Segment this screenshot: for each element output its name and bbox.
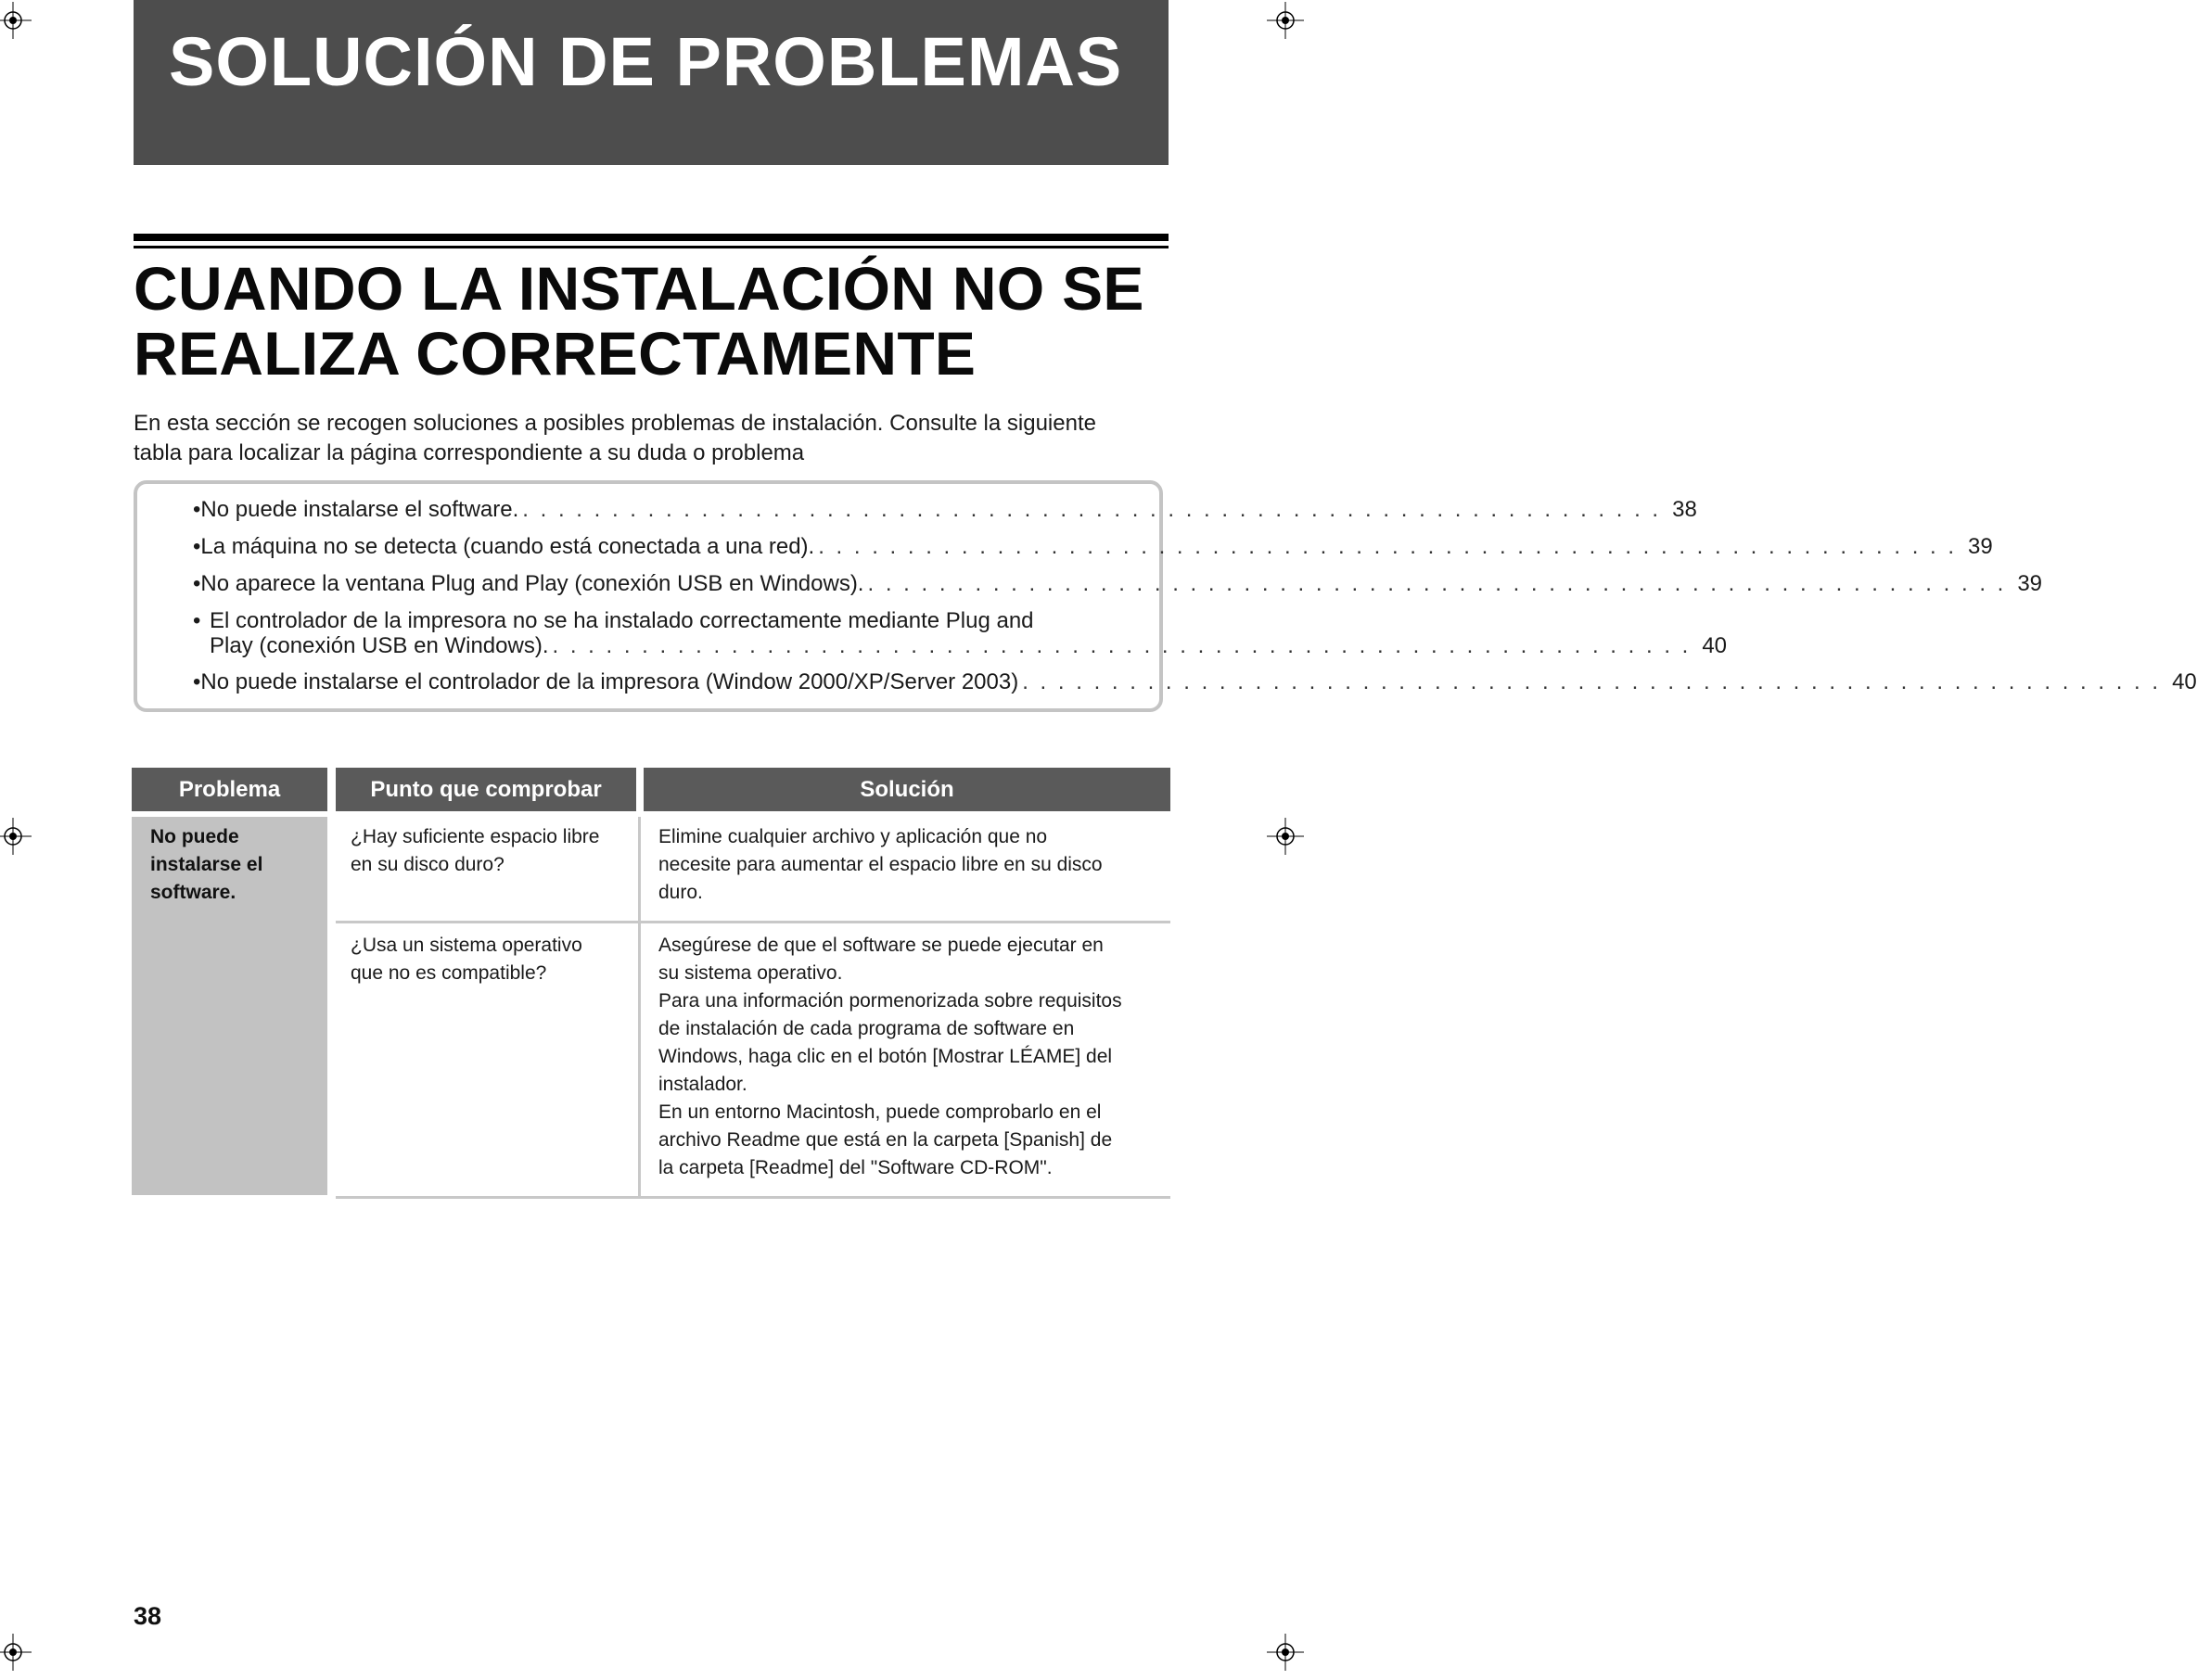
check-cell <box>351 932 582 987</box>
intro-line: En esta sección se recogen soluciones a posibles problemas de instalación. Consulte la siguiente <box>134 411 1096 436</box>
toc-leader: . . . . . . . . . . . . . . . . . . . . . . . . . . . . . . . . . . . . . . . . . . . . . . . . . . . . . . . . . . . . . . . . <box>867 571 2007 596</box>
problem-text <box>150 823 262 907</box>
section-title-line: CUANDO LA INSTALACIÓN NO SE <box>134 254 1144 323</box>
toc-item-text: Play (conexión USB en Windows). <box>210 633 549 658</box>
toc-item[interactable] <box>193 608 1728 658</box>
check-cell <box>351 823 599 879</box>
row-divider <box>336 921 1170 923</box>
problem-line: instalarse el <box>150 854 263 875</box>
solution-line: duro. <box>658 882 703 903</box>
solution-line: la carpeta [Readme] del "Software CD-ROM". <box>658 1157 1053 1178</box>
column-header-solution: Solución <box>644 768 1170 811</box>
toc-item-text: El controlador de la impresora no se ha instalado correctamente mediante Plug and <box>210 608 1034 633</box>
problem-cell <box>132 817 327 1195</box>
section-title <box>134 256 1172 386</box>
solution-line: Elimine cualquier archivo y aplicación que no <box>658 826 1048 847</box>
toc-bullet: • <box>193 669 201 694</box>
toc-item[interactable] <box>193 669 2197 694</box>
toc-item-text: No aparece la ventana Plug and Play (conexión USB en Windows). <box>200 571 864 596</box>
toc-item[interactable] <box>193 571 2043 596</box>
solution-line: En un entorno Macintosh, puede comprobarlo en el <box>658 1101 1102 1123</box>
solution-line: Windows, haga clic en el botón [Mostrar LÉAME] del <box>658 1046 1113 1067</box>
solution-line: Para una información pormenorizada sobre requisitos <box>658 990 1122 1012</box>
solution-line: su sistema operativo. <box>658 962 843 984</box>
toc-item-text: No puede instalarse el software. <box>200 497 519 522</box>
registration-mark-icon <box>1267 2 1304 39</box>
solution-line: instalador. <box>658 1074 747 1095</box>
chapter-banner <box>134 0 1169 165</box>
toc-page-number: 40 <box>1702 633 1728 658</box>
registration-mark-icon <box>0 818 32 855</box>
problem-line: No puede <box>150 826 239 847</box>
section-title-line: REALIZA CORRECTAMENTE <box>134 319 977 388</box>
toc-page-number: 39 <box>1968 534 1993 559</box>
check-line: ¿Usa un sistema operativo <box>351 935 582 956</box>
heading-rule <box>134 246 1169 248</box>
toc-leader: . . . . . . . . . . . . . . . . . . . . . . . . . . . . . . . . . . . . . . . . . . . . . . . . . . . . . . . . . . . . . . . . <box>552 633 1692 658</box>
toc-leader: . . . . . . . . . . . . . . . . . . . . . . . . . . . . . . . . . . . . . . . . . . . . . . . . . . . . . . . . . . . . . . . . <box>1022 669 2162 694</box>
solution-line: necesite para aumentar el espacio libre en su disco <box>658 854 1103 875</box>
toc-box <box>134 480 2197 712</box>
check-line: ¿Hay suficiente espacio libre <box>351 826 600 847</box>
registration-mark-icon <box>0 1634 32 1671</box>
toc-bullet: • <box>193 571 201 596</box>
toc-item[interactable] <box>193 497 1697 522</box>
solution-line: Asegúrese de que el software se puede ejecutar en <box>658 935 1104 956</box>
solution-line: de instalación de cada programa de software en <box>658 1018 1075 1039</box>
toc-bullet: • <box>193 608 201 633</box>
intro-paragraph <box>134 409 1169 468</box>
toc-leader: . . . . . . . . . . . . . . . . . . . . . . . . . . . . . . . . . . . . . . . . . . . . . . . . . . . . . . . . . . . . . . . . <box>522 497 1662 522</box>
chapter-title: SOLUCIÓN DE PROBLEMAS <box>169 23 1123 100</box>
solution-cell <box>658 932 1122 1182</box>
toc-bullet: • <box>193 534 201 559</box>
toc-bullet: • <box>193 497 201 522</box>
solution-cell <box>658 823 1103 907</box>
page-number: 38 <box>134 1602 162 1630</box>
solution-line: archivo Readme que está en la carpeta [Spanish] de <box>658 1129 1113 1151</box>
row-divider <box>336 1196 1170 1199</box>
toc-page-number: 39 <box>2017 571 2043 596</box>
toc-item[interactable] <box>193 534 1993 559</box>
toc-page-number: 40 <box>2172 669 2197 694</box>
toc-page-number: 38 <box>1672 497 1697 522</box>
column-header-check: Punto que comprobar <box>336 768 636 811</box>
check-line: que no es compatible? <box>351 962 547 984</box>
column-divider <box>638 817 641 1199</box>
problem-line: software. <box>150 882 236 903</box>
registration-mark-icon <box>0 2 32 39</box>
registration-mark-icon <box>1267 818 1304 855</box>
heading-rule <box>134 234 1169 241</box>
toc-item-text: La máquina no se detecta (cuando está conectada a una red). <box>200 534 815 559</box>
toc-leader: . . . . . . . . . . . . . . . . . . . . . . . . . . . . . . . . . . . . . . . . . . . . . . . . . . . . . . . . . . . . . . . . <box>818 534 1958 559</box>
intro-line: tabla para localizar la página correspondiente a su duda o problema <box>134 440 805 465</box>
check-line: en su disco duro? <box>351 854 505 875</box>
column-header-problem: Problema <box>132 768 327 811</box>
toc-item-text: No puede instalarse el controlador de la impresora (Window 2000/XP/Server 2003) <box>200 669 1019 694</box>
registration-mark-icon <box>1267 1634 1304 1671</box>
